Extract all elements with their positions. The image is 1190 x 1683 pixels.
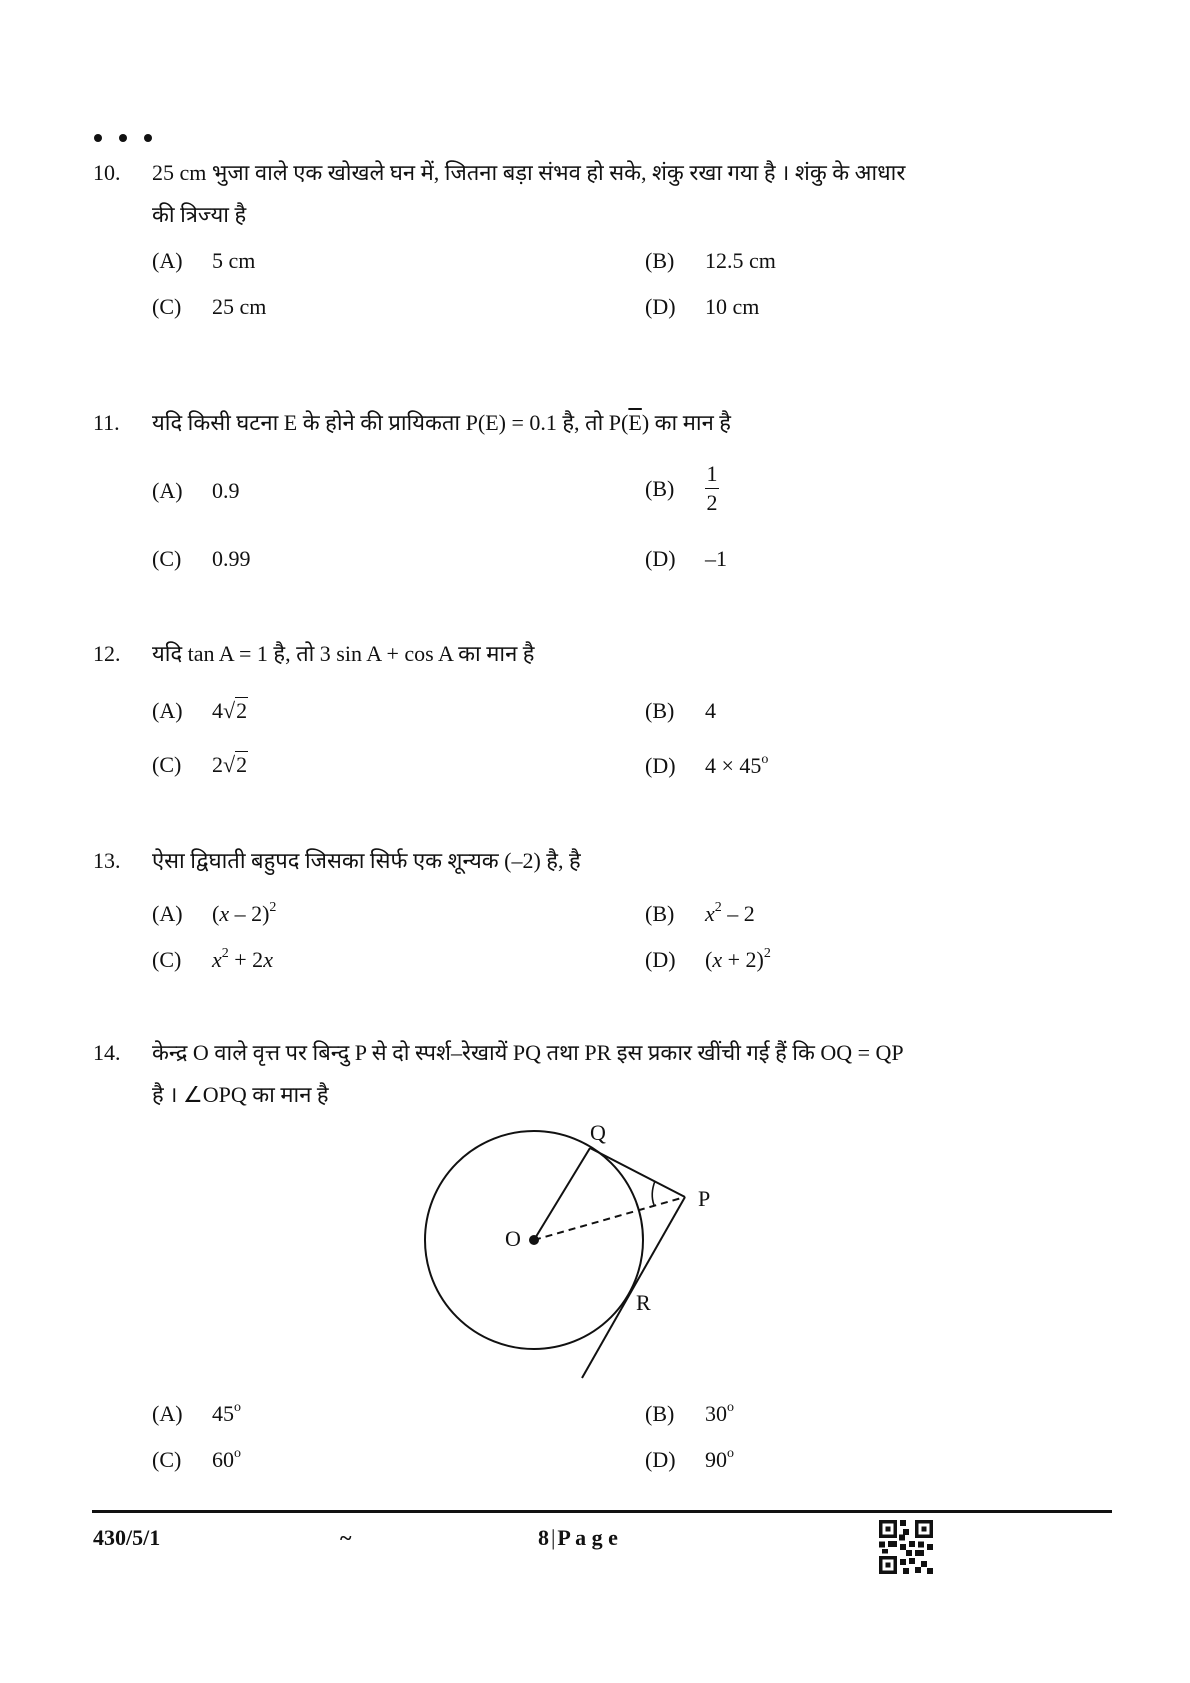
- value: 4 × 45: [705, 753, 762, 778]
- question-text: ऐसा द्विघाती बहुपद जिसका सिर्फ एक शून्यक (–2) है, है: [152, 848, 581, 873]
- paren: (: [212, 901, 220, 926]
- option-value: 5 cm: [212, 248, 256, 273]
- option-d[interactable]: [645, 1446, 734, 1473]
- option-value: 12.5 cm: [705, 248, 776, 273]
- option-label: (D): [645, 294, 676, 319]
- separator: |: [551, 1525, 556, 1550]
- option-label: (D): [645, 753, 676, 778]
- question-text-line: 25 cm भुजा वाले एक खोखले घन में, जितना बड़ा संभव हो सके, शंकु रखा गया है । शंकु के आधार: [152, 160, 906, 185]
- question-number: 14.: [93, 1040, 121, 1065]
- page-indicator: [538, 1525, 618, 1551]
- label-r: R: [636, 1290, 651, 1315]
- variable: x: [212, 947, 222, 972]
- term: + 2): [722, 947, 764, 972]
- exponent: 2: [221, 946, 229, 961]
- question-number: 10.: [93, 160, 121, 185]
- page-label: P a g e: [557, 1525, 618, 1550]
- page-number: 8: [538, 1525, 549, 1550]
- paper-code: 430/5/1: [93, 1525, 161, 1550]
- degree: o: [727, 1400, 734, 1415]
- option-value: [705, 1446, 734, 1473]
- option-a[interactable]: [152, 1400, 241, 1427]
- option-label: (C): [152, 546, 182, 571]
- term: – 2): [229, 901, 270, 926]
- option-value: [212, 1400, 241, 1427]
- option-label: (A): [152, 901, 183, 926]
- exponent: 2: [763, 946, 771, 961]
- option-label: (B): [645, 1401, 675, 1426]
- degree: o: [234, 1446, 241, 1461]
- option-label: (B): [645, 475, 675, 501]
- option-label: (A): [152, 698, 183, 723]
- option-value: –1: [705, 546, 727, 571]
- numerator: 1: [706, 461, 718, 486]
- variable: x: [705, 901, 715, 926]
- label-p: P: [698, 1186, 711, 1211]
- option-label: (C): [152, 947, 182, 972]
- label-o: O: [505, 1226, 521, 1251]
- option-label: (C): [152, 1447, 182, 1472]
- degree: o: [234, 1400, 241, 1415]
- question-text: यदि tan A = 1 है, तो 3 sin A + cos A का मान है: [152, 641, 535, 666]
- question-number: 13.: [93, 848, 121, 873]
- variable: x: [219, 901, 230, 926]
- value: 60: [212, 1447, 234, 1472]
- option-label: (D): [645, 1447, 676, 1472]
- footer-divider: [92, 1510, 1112, 1513]
- option-label: (B): [645, 901, 675, 926]
- question-text-part: यदि किसी घटना E के होने की प्रायिकता P(E) = 0.1 है, तो P(: [152, 410, 629, 435]
- label-q: Q: [590, 1120, 606, 1145]
- option-value: 4√2: [212, 698, 248, 723]
- option-label: (A): [152, 248, 183, 273]
- exponent: 2: [714, 900, 722, 915]
- option-label: (D): [645, 947, 676, 972]
- paren: (: [705, 947, 713, 972]
- option-value: 10 cm: [705, 294, 760, 319]
- coefficient: 4: [212, 698, 223, 723]
- term: – 2: [721, 901, 755, 926]
- option-label: (C): [152, 752, 182, 777]
- coefficient: 2: [212, 752, 223, 777]
- radicand: 2: [236, 698, 248, 723]
- option-label: (A): [152, 478, 183, 503]
- variable: x: [712, 947, 723, 972]
- option-value: [705, 1400, 734, 1427]
- question-number: 11.: [93, 410, 120, 435]
- option-label: (C): [152, 294, 182, 319]
- exponent: 2: [269, 900, 277, 915]
- degree: o: [727, 1446, 734, 1461]
- degree: o: [761, 752, 769, 767]
- option-b[interactable]: [645, 1400, 734, 1427]
- option-value: 0.9: [212, 478, 240, 503]
- option-value: 0.99: [212, 546, 251, 571]
- question-text-line: की त्रिज्या है: [152, 202, 247, 227]
- option-value: 4: [705, 698, 716, 723]
- denominator: 2: [706, 490, 718, 515]
- option-value: [212, 1446, 241, 1473]
- option-label: (B): [645, 248, 675, 273]
- radicand: 2: [236, 752, 248, 777]
- qr-code-icon: [879, 1520, 933, 1574]
- option-value: 25 cm: [212, 294, 267, 319]
- value: 90: [705, 1447, 727, 1472]
- variable: x: [263, 947, 273, 972]
- option-c[interactable]: [152, 1446, 241, 1473]
- tilde-mark: ~: [340, 1525, 352, 1550]
- option-label: (D): [645, 546, 676, 571]
- question-number: 12.: [93, 641, 121, 666]
- question-text-line: केन्द्र O वाले वृत्त पर बिन्दु P से दो स्पर्श–रेखायें PQ तथा PR इस प्रकार खींची गई हैं कि OQ = QP: [152, 1040, 904, 1065]
- option-label: (B): [645, 698, 675, 723]
- value: 30: [705, 1401, 727, 1426]
- question-text-line: है । ∠OPQ का मान है: [152, 1082, 329, 1107]
- complement-event: $\overline{E}$: [628, 410, 642, 435]
- option-label: (A): [152, 1401, 183, 1426]
- option-value: 2√2: [212, 752, 248, 777]
- term: + 2: [228, 947, 264, 972]
- question-text-part: ) का मान है: [641, 410, 731, 435]
- value: 45: [212, 1401, 234, 1426]
